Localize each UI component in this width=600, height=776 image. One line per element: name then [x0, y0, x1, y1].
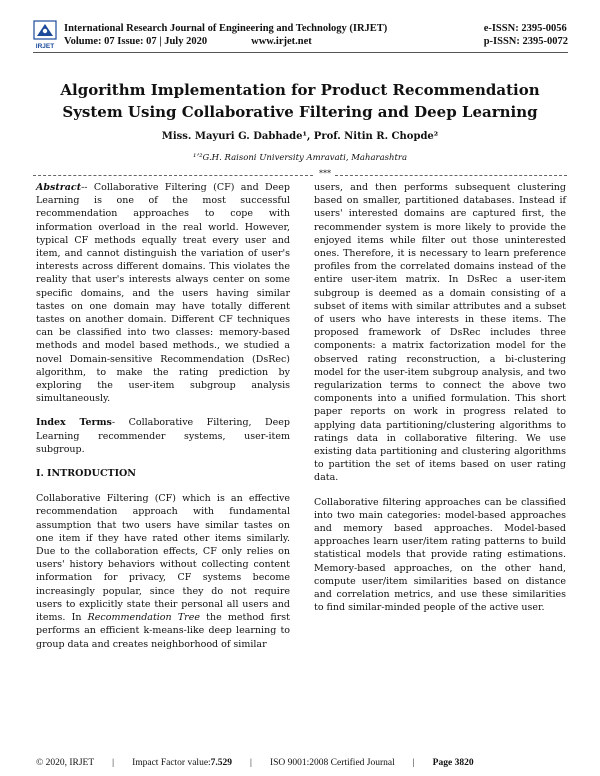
- abstract: [36, 181, 290, 405]
- section-heading-introduction: I. INTRODUCTION: [36, 468, 136, 480]
- footer-divider: |: [250, 758, 252, 768]
- intro-text-a: Collaborative Filtering (CF) which is an effective recommendation approach with fundamental assumption that two users have similar tastes on one item if they have rated other items similarly. Due to the collaboration effects, CF only relies on users' history behaviors without collecting content information for privacy, CF systems become increasingly popular, since they do not require users to explicitly state their personal all users and items. In: [36, 493, 290, 624]
- section-separator: [33, 170, 567, 180]
- footer-impact: [132, 758, 232, 768]
- abstract-text: -- Collaborative Filtering (CF) and Deep Learning is one of the most successful recommendation approaches to cope with information overload in the real world. However, typical CF methods equally treat every user and item, and cannot distinguish the variation of user's interests across different domains. This violates the reality that user's interests always center on some specific domains, and the users having similar tastes on one domain may have totally different tastes on another domain. Different CF techniques can be classified into two classes: memory-based methods and model based methods., we studied a novel Domain-sensitive Recommendation (DsRec) algorithm, to make the rating prediction by exploring the user-item subgroup analysis simultaneously.: [36, 182, 290, 405]
- volume-line: [64, 35, 312, 48]
- separator-stars: ***: [319, 169, 331, 178]
- volume-issue: Volume: 07 Issue: 07 | July 2020: [64, 36, 208, 47]
- paper-title: Algorithm Implementation for Product Recommendation System Using Collaborative Filtering and Deep Learning: [60, 81, 540, 121]
- journal-name: International Research Journal of Engineering and Technology (IRJET): [64, 23, 388, 34]
- footer-copyright: © 2020, IRJET: [36, 758, 95, 768]
- separator-dash-right: [335, 175, 567, 176]
- footer-divider: |: [112, 758, 115, 768]
- impact-value: 7.529: [210, 758, 233, 768]
- issn-block: [484, 22, 568, 48]
- footer-divider: |: [412, 758, 415, 768]
- p-issn: p-ISSN: 2395-0072: [483, 36, 568, 47]
- impact-label: Impact Factor value:: [132, 758, 211, 768]
- right-paragraph-2: Collaborative filtering approaches can be classified into two main categories: model-based approaches and memory based approaches. Model-based approaches learn user/item rating patterns to build statistical models that provide rating estimations. Memory-based approaches, on the other hand, compute user/item similarities based on distance and correlation metrics, and use these similarities to find similar-minded people of the active user.: [314, 496, 566, 614]
- index-terms: [36, 416, 290, 456]
- header-rule: [33, 52, 568, 53]
- index-terms-label: Index Terms: [36, 417, 112, 429]
- e-issn: e-ISSN: 2395-0056: [483, 23, 567, 34]
- left-column: [36, 181, 290, 662]
- intro-emphasis: Recommendation Tree: [87, 612, 200, 624]
- index-terms-text: - Collaborative Filtering, Deep Learning recommender systems, user-item subgroup.: [36, 417, 290, 455]
- right-column: [314, 181, 566, 626]
- intro-text-b: the method first performs an efficient k-means-like deep learning to group data and creates neighborhood of similar: [36, 612, 291, 650]
- authors: Miss. Mayuri G. Dabhade¹, Prof. Nitin R. Chopde²: [161, 131, 439, 142]
- footer-iso: ISO 9001:2008 Certified Journal: [269, 758, 395, 768]
- separator-dash-left: [33, 175, 313, 176]
- intro-paragraph: [36, 492, 290, 650]
- irjet-logo: [33, 20, 57, 50]
- logo-text: IRJET: [35, 43, 55, 50]
- page-footer: [36, 758, 568, 768]
- abstract-label: Abstract: [36, 182, 82, 193]
- right-paragraph-1: users, and then performs subsequent clustering based on smaller, partitioned databases. Instead if users' interested domains are captured first, the recommender system is more likely to provide the enjoyed items while filter out those uninterested ones. Therefore, it is necessary to learn preference profiles from the correlated domains instead of the entire user-item matrix. In DsRec a user-item subgroup is deemed as a domain consisting of a subset of items with similar attributes and a subset of users who have interests in these items. The proposed framework of DsRec includes three components: a matrix factorization model for the observed rating reconstruction, a bi-clustering model for the user-item subgroup analysis, and two regularization terms to connect the above two components into a unified formulation. This short paper reports on work in progress related to applying data partitioning/clustering algorithms to ratings data in collaborative filtering. We use existing data partitioning and clustering algorithms to partition the set of items based on user rating data.: [314, 182, 566, 484]
- affiliation: ¹ʼ²G.H. Raisoni University Amravati, Maharashtra: [192, 153, 408, 163]
- journal-url[interactable]: www.irjet.net: [251, 36, 312, 47]
- footer-page: Page 3820: [432, 758, 474, 768]
